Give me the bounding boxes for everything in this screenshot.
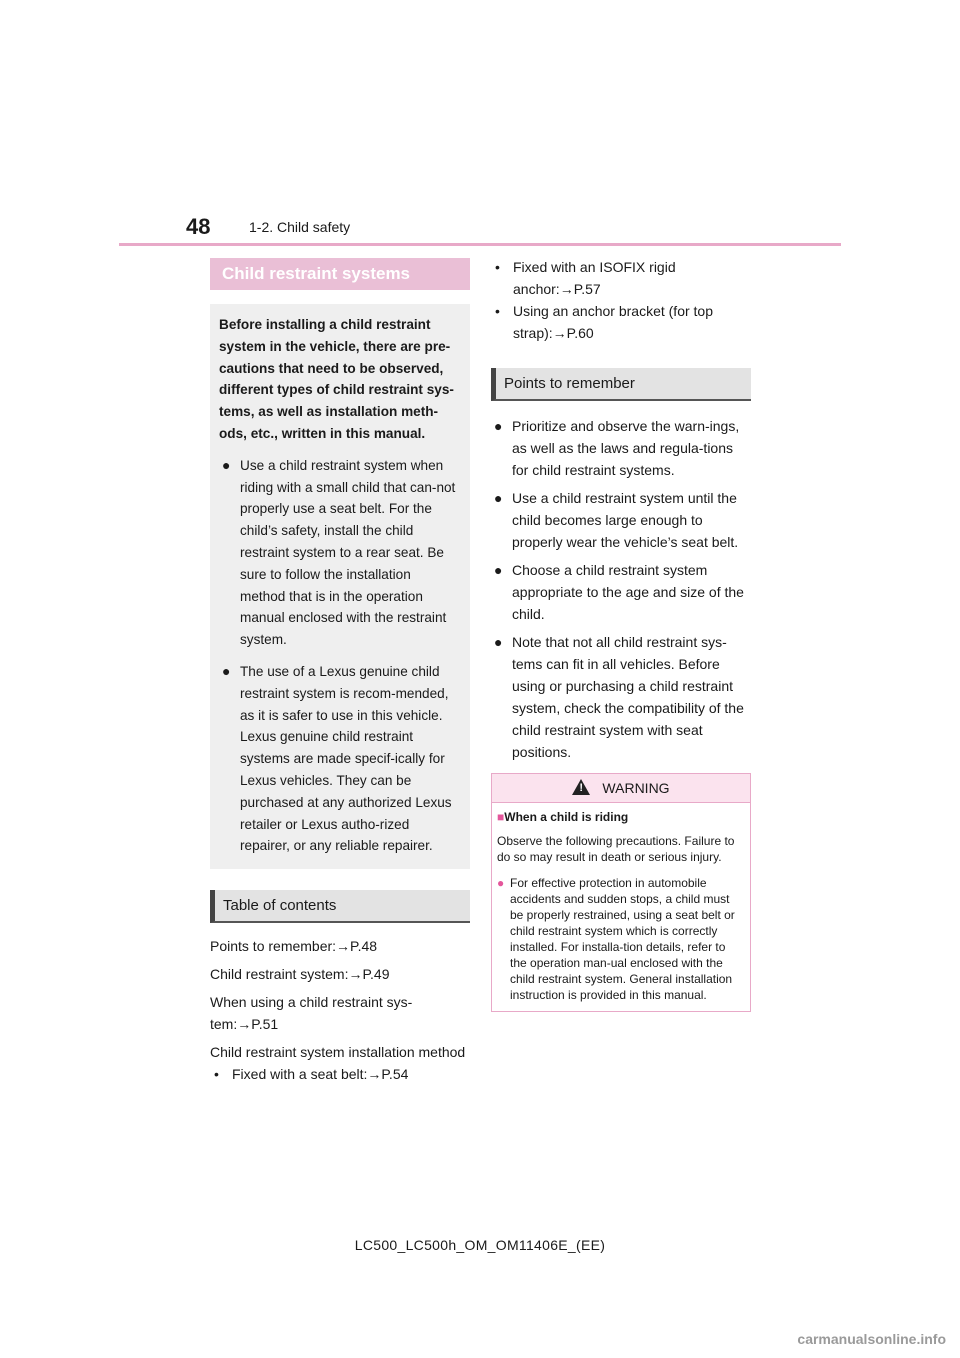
warning-bullet-text: For effective protection in automobile accidents and sudden stops, a child must be properly restrained, using a seat belt or child restraint system which is correctly installed. For installa-tion details, refer to the operation man-ual enclosed with the child restraint system. General installation instruction is provided in this manual.	[510, 876, 735, 1002]
sub-bullet-icon: •	[495, 259, 500, 275]
watermark: carmanualsonline.info	[797, 1331, 946, 1347]
bullet-text: Prioritize and observe the warn-ings, as well as the laws and regula-tions for child restraint systems.	[512, 418, 740, 478]
warning-bullet	[497, 875, 742, 1003]
warning-triangle-icon	[572, 779, 590, 795]
bullet-dot-icon: ●	[497, 876, 505, 890]
section-label: 1-2. Child safety	[249, 219, 351, 235]
list-item	[491, 487, 751, 553]
toc-subitem-seat-belt[interactable]	[210, 1063, 470, 1085]
list-item	[219, 661, 458, 857]
warning-intro: Observe the following precautions. Failure to do so may result in death or serious injury.	[497, 834, 735, 864]
warning-subhead	[497, 809, 742, 825]
points-to-remember-list	[491, 415, 751, 763]
toc-item-points-to-remember[interactable]: Points to remember:→P.48	[210, 938, 378, 955]
toc-item-child-restraint-system[interactable]: Child restraint system:→P.49	[210, 966, 390, 983]
list-item	[491, 415, 751, 481]
bullet-dot-icon: ●	[494, 562, 503, 578]
section-banner: Child restraint systems	[210, 258, 470, 290]
toc-continued	[491, 256, 751, 344]
intro-box	[210, 304, 470, 869]
bullet-text: The use of a Lexus genuine child restraint system is recom-mended, as it is safer to use in this vehicle. Lexus genuine child restraint systems are made specif-ically for Lexus vehicles. They can be purchased at any authorized Lexus retailer or Lexus autho-rized repairer, or any reliable repairer.	[240, 663, 452, 854]
left-column	[210, 258, 470, 1085]
table-of-contents	[210, 935, 470, 1085]
toc-subitem-text: Fixed with an ISOFIX rigid anchor:→P.57	[513, 259, 676, 297]
bullet-dot-icon: ●	[494, 490, 503, 506]
list-item	[491, 631, 751, 763]
list-item	[491, 559, 751, 625]
sub-bullet-icon: •	[495, 303, 500, 319]
warning-subhead-text: When a child is riding	[504, 810, 629, 824]
bullet-text: Use a child restraint system when riding with a small child that can-not properly use a seat belt. For the child’s safety, install the child restraint system to a rear seat. Be sure to follow the installation method that is in the operation manual enclosed with the restraint system.	[240, 457, 456, 648]
sub-bullet-icon: •	[214, 1066, 219, 1083]
page-number: 48	[186, 214, 211, 239]
toc-heading: Table of contents	[210, 890, 470, 923]
warning-box	[491, 773, 751, 1012]
bullet-dot-icon: ●	[494, 418, 503, 434]
bullet-text: Use a child restraint system until the child becomes large enough to properly wear the vehicle’s seat belt.	[512, 490, 739, 550]
toc-subitem-isofix[interactable]	[491, 256, 751, 300]
intro-lead: Before installing a child restraint system in the vehicle, there are pre-cautions that need to be observed, different types of child restraint sys-tems, as well as installation meth-ods, etc., written in this manual.	[219, 317, 454, 441]
toc-subitem-text: Fixed with a seat belt:→P.54	[232, 1066, 409, 1083]
square-bullet-icon: ■	[497, 810, 505, 824]
points-to-remember-heading: Points to remember	[491, 368, 751, 401]
header-rule	[119, 243, 841, 246]
warning-body	[492, 803, 750, 1011]
warning-header	[492, 774, 750, 803]
toc-item-when-using[interactable]: When using a child restraint sys-tem:→P.51	[210, 994, 413, 1033]
bullet-dot-icon: ●	[222, 662, 231, 679]
middle-column	[491, 256, 751, 1012]
warning-title: WARNING	[602, 780, 670, 796]
toc-subitem-anchor-bracket[interactable]	[491, 300, 751, 344]
list-item	[219, 455, 458, 651]
document-code: LC500_LC500h_OM_OM11406E_(EE)	[354, 1237, 606, 1253]
bullet-text: Note that not all child restraint sys-tems can fit in all vehicles. Before using or purchasing a child restraint system, check the compatibility of the child restraint system with seat positions.	[512, 634, 744, 760]
bullet-text: Choose a child restraint system appropriate to the age and size of the child.	[512, 562, 744, 622]
bullet-dot-icon: ●	[494, 634, 503, 650]
bullet-dot-icon: ●	[222, 456, 231, 473]
toc-subitem-text: Using an anchor bracket (for top strap):→P.60	[513, 303, 713, 341]
toc-item-installation-method: Child restraint system installation method	[210, 1044, 466, 1061]
